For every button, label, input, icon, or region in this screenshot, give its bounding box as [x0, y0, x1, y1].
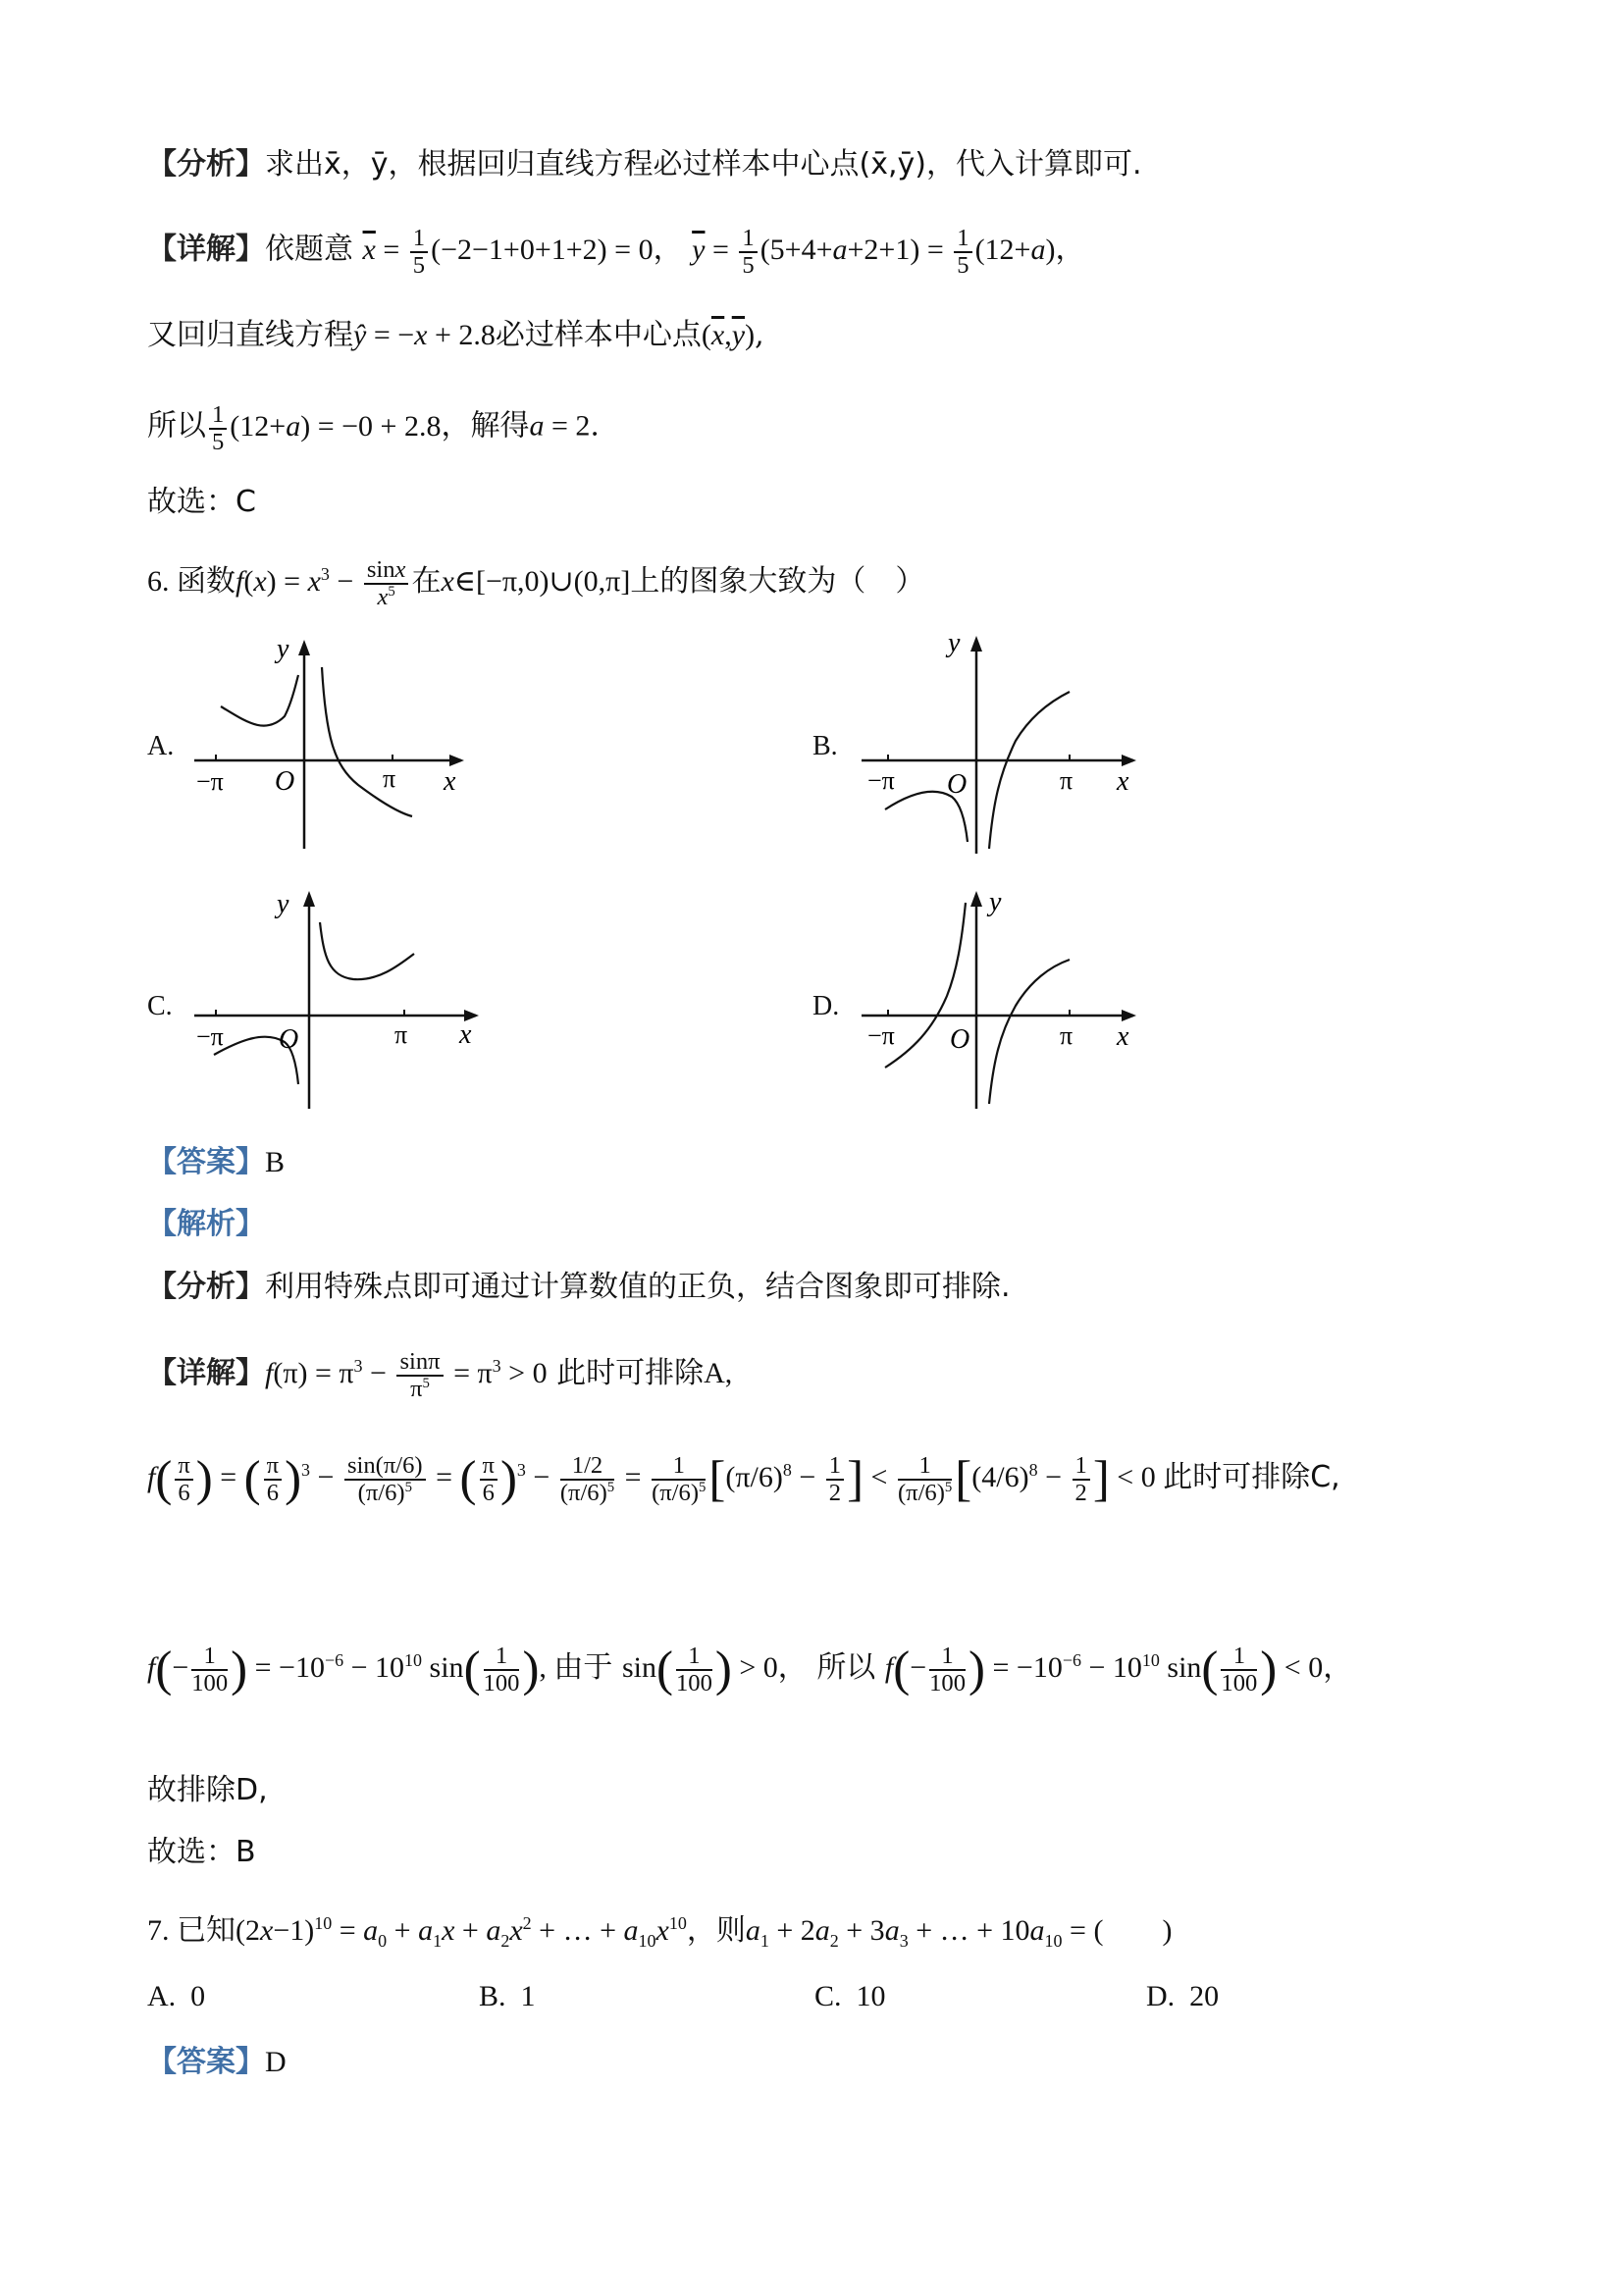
graph-a-y: y	[277, 634, 289, 664]
q6-detail-3: f(− $\frac{1}{100}$ ) = $-10^{-6} - 10^{10}$ sin( $\frac{1}{100}$ ), 由于 sin( $\frac{1}{100}$ ) > 0， 所以 f(− $\frac{1}{100}$ ) = $-10^{-6} - 10^{10}$ sin( $\frac{1}{100}$ ) < 0，	[147, 1642, 1353, 1697]
option-a-label[interactable]: A.	[147, 731, 175, 761]
q6-explain	[147, 1205, 1505, 1244]
graph-b[interactable]	[854, 628, 1148, 867]
q6-stem: 6. 函数$f(x) = x^3$ − $\frac{\sin x}{x^5}$ 在x∈[−π,0)∪(0,π]上的图象大致为（ ）	[147, 556, 925, 611]
graph-a-pi: π	[383, 764, 396, 793]
option-d-label[interactable]: D.	[812, 991, 840, 1021]
q7-answer: 【答案】D	[147, 2045, 287, 2079]
q7-stem: 7. 已知$(2x-1)^{10} = a_0 + a_1x + a_2x^2$ + … + $a_{10}x^{10}$，则$a_1 + 2a_2 + 3a_3$ + … + $10a_{10}$ = ( )	[147, 1913, 1173, 1951]
q6-exclude-c: 此时可排除C,	[1163, 1460, 1340, 1494]
graph-a[interactable]	[186, 628, 481, 867]
q5-choose: 故选：C	[147, 485, 256, 519]
analysis-label: 【分析】	[147, 147, 265, 182]
q5-detail: 【详解】依题意 $\overline{x}$ = $\frac{1}{5}$ (−2−1+0+1+2) = 0， $\overline{y}$ = $\frac{1}{5}$ (5+4+a+2+1) = $\frac{1}{5}$ (12+a)，	[147, 225, 1085, 279]
q7-choice-a[interactable]: A. 0	[147, 1980, 206, 2012]
graph-c-y: y	[277, 889, 289, 919]
option-c-label[interactable]: C.	[147, 991, 173, 1021]
graph-c-pi: π	[394, 1020, 408, 1049]
q6-detail-1: 【详解】$f(\pi) = \pi^3$ − $\frac{\sin\pi}{\pi^5}$ = $\pi^3 > 0$ 此时可排除A,	[147, 1348, 733, 1403]
q5-ybar-eq: $\overline{y}$ = $\frac{1}{5}$ (5+4+a+2+1) = $\frac{1}{5}$ (12+a)	[692, 225, 1056, 279]
q7-choice-b[interactable]: B. 1	[479, 1980, 536, 2012]
graph-d-negpi: −π	[867, 1021, 895, 1050]
graph-d-pi: π	[1060, 1021, 1073, 1050]
q5-line2: 又回归直线方程ŷ = −x + 2.8必过样本中心点$(\overline{x},\overline{y})$,	[147, 318, 764, 352]
explain-label: 【解析】	[147, 1207, 265, 1241]
q6-exclude-d: 故排除D,	[147, 1773, 268, 1807]
graph-a-x: x	[444, 766, 456, 797]
q5-xbar-eq: $\overline{x}$ = $\frac{1}{5}$ (−2−1+0+1+2) = 0	[362, 225, 654, 279]
q6-answer-value: B	[265, 1146, 286, 1178]
q5-analysis	[147, 145, 1505, 184]
q7-choice-c[interactable]: C. 10	[814, 1980, 886, 2012]
graph-b-negpi: −π	[867, 766, 895, 795]
q6-analysis: 【分析】利用特殊点即可通过计算数值的正负，结合图象即可排除.	[147, 1270, 1011, 1304]
answer-label: 【答案】	[147, 1145, 265, 1179]
graph-c-x: x	[459, 1019, 472, 1050]
option-b-label[interactable]: B.	[812, 731, 838, 761]
q5-analysis-text: 求出x̄，ȳ，根据回归直线方程必过样本中心点(x̄,ȳ)，代入计算即可.	[265, 147, 1142, 182]
graph-a-o: O	[275, 766, 295, 797]
graph-d[interactable]	[854, 883, 1148, 1122]
graph-c-negpi: −π	[196, 1022, 224, 1051]
q5-detail-prefix: 依题意	[265, 232, 353, 267]
q7-choice-d[interactable]: D. 20	[1146, 1980, 1220, 2012]
detail-label: 【详解】	[147, 232, 265, 267]
graph-c[interactable]	[186, 883, 491, 1122]
graph-b-y: y	[948, 628, 961, 658]
q6-detail-2: f( $\frac{\pi}{6}$ ) = ( $\frac{\pi}{6}$ )$^3$ − $\frac{\sin(\pi/6)}{(\pi/6)^5}$ = ( $\frac{\pi}{6}$ )$^3$ − $\frac{1/2}{(\pi/6)^5}$ = $\frac{1}{(\pi/6)^5}$ [$(\pi/6)^8$ − $\frac{1}{2}$ ] < $\frac{1}{(\pi/6)^5}$ [$(4/6)^8$ − $\frac{1}{2}$ ] < 0 此时可排除C,	[147, 1451, 1340, 1507]
graph-d-y: y	[989, 887, 1002, 917]
graph-a-negpi: −π	[196, 767, 224, 796]
graph-d-o: O	[950, 1024, 970, 1055]
graph-c-o: O	[279, 1024, 299, 1055]
graph-b-x: x	[1117, 766, 1129, 797]
graph-b-o: O	[947, 769, 968, 800]
graph-d-x: x	[1117, 1021, 1129, 1052]
q6-analysis-text: 利用特殊点即可通过计算数值的正负，结合图象即可排除.	[265, 1270, 1011, 1304]
q6-choose: 故选：B	[147, 1835, 256, 1869]
graph-b-pi: π	[1060, 766, 1073, 795]
q6-answer	[147, 1143, 1505, 1182]
q5-line3: 所以 $\frac{1}{5}$ (12+a) = −0 + 2.8，解得a = 2.	[147, 401, 600, 455]
q7-answer-value: D	[265, 2046, 287, 2078]
